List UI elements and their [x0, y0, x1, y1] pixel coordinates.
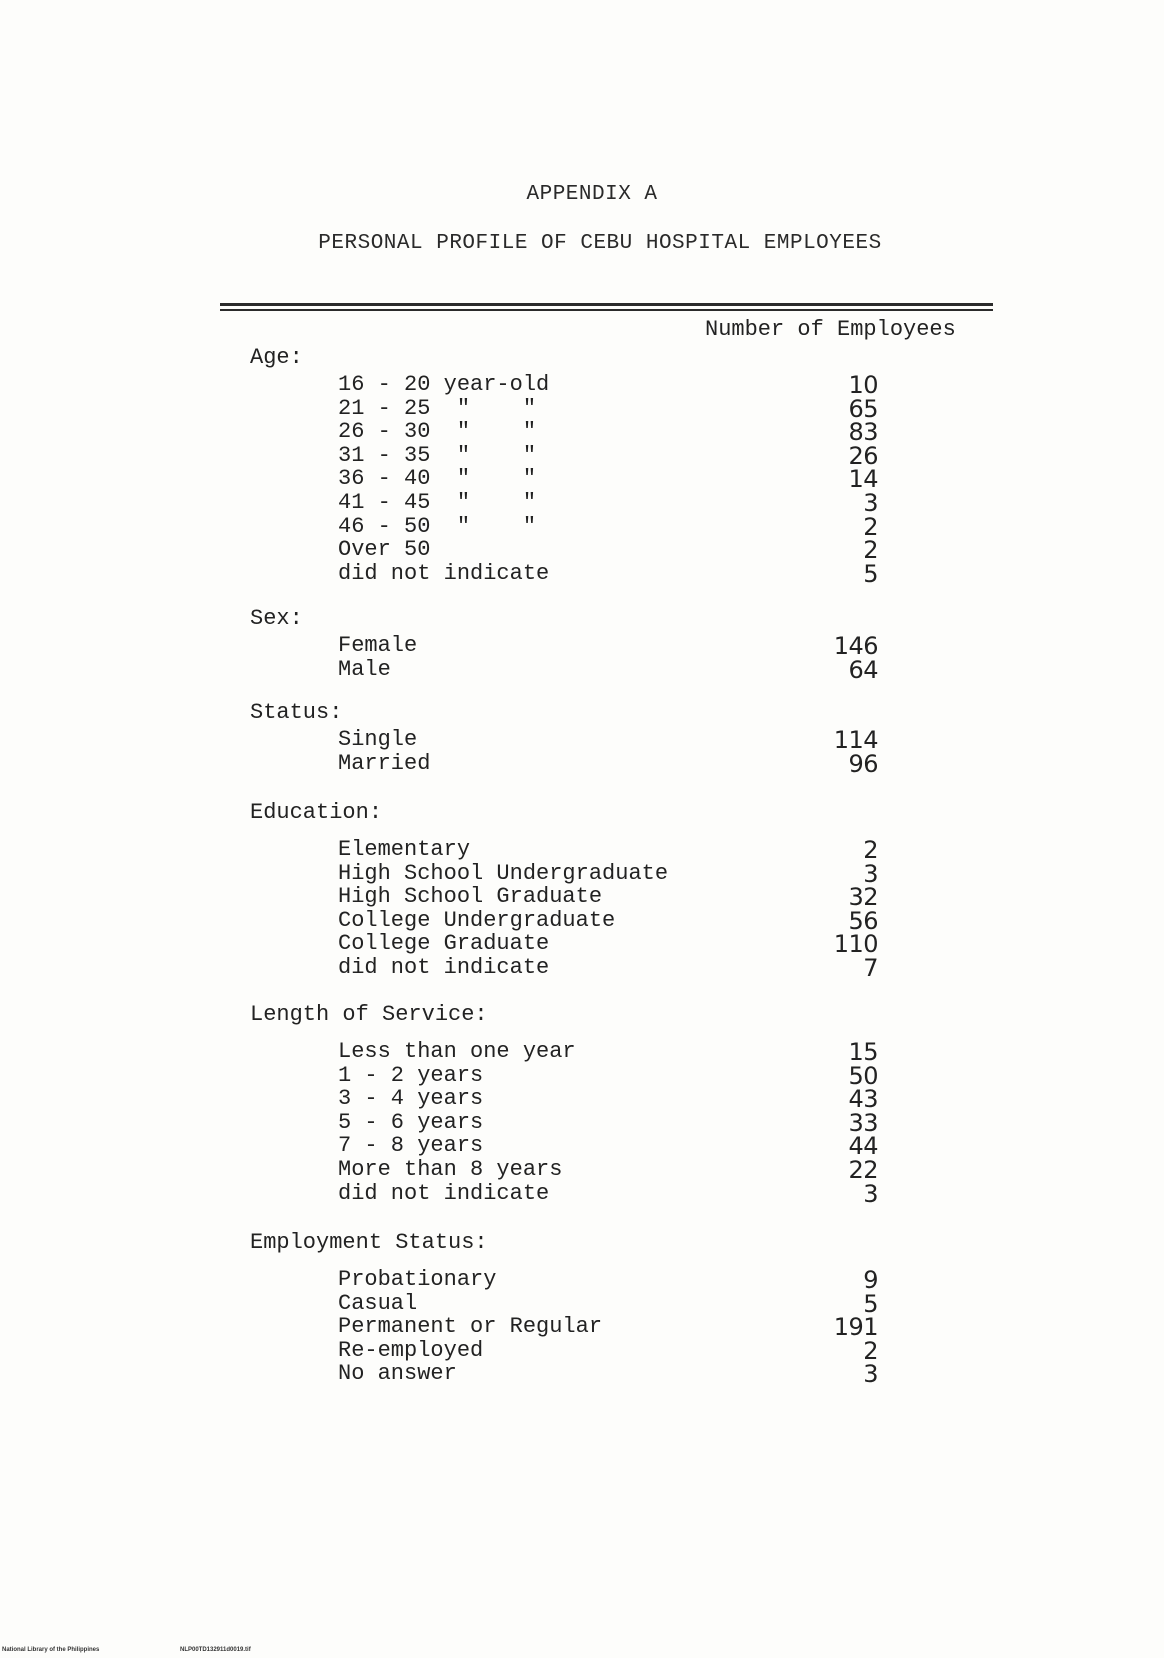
row-value: 146 [833, 632, 878, 660]
table-row [0, 1134, 1164, 1158]
table-row [0, 634, 1164, 658]
row-value: 2 [863, 1337, 878, 1365]
row-label: High School Graduate [338, 884, 603, 909]
row-label: Permanent or Regular [338, 1314, 603, 1339]
row-value: 3 [863, 860, 878, 888]
row-label: 16 - 20 year-old [338, 372, 550, 397]
appendix-title: APPENDIX A [526, 183, 658, 206]
table-top-rule [220, 303, 993, 306]
table-row [0, 1339, 1164, 1363]
row-label: Probationary [338, 1267, 497, 1292]
row-value: 2 [863, 836, 878, 864]
table-row [0, 932, 1164, 956]
table-row [0, 373, 1164, 397]
table-row [0, 658, 1164, 682]
table-row [0, 420, 1164, 444]
row-label: Male [338, 657, 391, 682]
table-row [0, 1158, 1164, 1182]
row-value: 15 [848, 1038, 878, 1066]
row-label: did not indicate [338, 955, 550, 980]
row-label: 1 - 2 years [338, 1063, 484, 1088]
section-title: Employment Status: [250, 1230, 488, 1255]
row-value: 5 [863, 1290, 878, 1318]
row-label: did not indicate [338, 561, 550, 586]
row-value: 50 [848, 1062, 878, 1090]
row-value: 26 [848, 442, 878, 470]
table-row [0, 562, 1164, 586]
table-row [0, 885, 1164, 909]
row-value: 96 [848, 750, 878, 778]
table-row [0, 444, 1164, 468]
table-row [0, 1292, 1164, 1316]
row-value: 32 [848, 883, 878, 911]
row-label: did not indicate [338, 1181, 550, 1206]
row-label: Re-employed [338, 1338, 484, 1363]
row-label: Female [338, 633, 418, 658]
row-label: 21 - 25 " " [338, 396, 537, 421]
row-value: 9 [863, 1266, 878, 1294]
footer-file-name: NLP00TD132911d0019.tif [180, 1647, 251, 1653]
table-row [0, 909, 1164, 933]
table-row [0, 1315, 1164, 1339]
row-value: 3 [863, 489, 878, 517]
row-label: High School Undergraduate [338, 861, 669, 886]
section-title: Age: [250, 345, 303, 370]
table-row [0, 862, 1164, 886]
table-row [0, 752, 1164, 776]
row-label: Married [338, 751, 431, 776]
table-row [0, 538, 1164, 562]
row-value: 65 [848, 395, 878, 423]
row-label: 46 - 50 " " [338, 514, 537, 539]
row-value: 83 [848, 418, 878, 446]
row-label: 41 - 45 " " [338, 490, 537, 515]
row-value: 7 [863, 954, 878, 982]
row-value: 3 [863, 1360, 878, 1388]
row-label: 7 - 8 years [338, 1133, 484, 1158]
table-row [0, 491, 1164, 515]
footer-library-credit: National Library of the Philippines [2, 1647, 100, 1653]
section-title: Length of Service: [250, 1002, 488, 1027]
table-row [0, 515, 1164, 539]
section-title: Education: [250, 800, 383, 825]
row-label: 3 - 4 years [338, 1086, 484, 1111]
row-value: 33 [848, 1109, 878, 1137]
table-row [0, 397, 1164, 421]
row-value: 43 [848, 1085, 878, 1113]
row-value: 64 [848, 656, 878, 684]
row-label: More than 8 years [338, 1157, 563, 1182]
row-value: 191 [833, 1313, 878, 1341]
table-row [0, 956, 1164, 980]
table-row [0, 1064, 1164, 1088]
table-row [0, 838, 1164, 862]
row-label: 5 - 6 years [338, 1110, 484, 1135]
row-label: 36 - 40 " " [338, 466, 537, 491]
table-row [0, 1362, 1164, 1386]
row-label: College Undergraduate [338, 908, 616, 933]
row-label: Less than one year [338, 1039, 576, 1064]
row-value: 44 [848, 1132, 878, 1160]
row-label: 31 - 35 " " [338, 443, 537, 468]
row-label: 26 - 30 " " [338, 419, 537, 444]
table-row [0, 1268, 1164, 1292]
row-value: 110 [833, 930, 878, 958]
table-row [0, 1111, 1164, 1135]
row-value: 22 [848, 1156, 878, 1184]
row-value: 3 [863, 1180, 878, 1208]
table-row [0, 1087, 1164, 1111]
row-value: 2 [863, 536, 878, 564]
column-header-number-of-employees: Number of Employees [705, 317, 956, 342]
section-title: Sex: [250, 606, 303, 631]
row-value: 14 [848, 465, 878, 493]
row-label: College Graduate [338, 931, 550, 956]
table-row [0, 1040, 1164, 1064]
section-title: Status: [250, 700, 343, 725]
table-top-rule-second [220, 309, 993, 311]
page-title: PERSONAL PROFILE OF CEBU HOSPITAL EMPLOYEES [318, 232, 882, 255]
table-row [0, 728, 1164, 752]
row-label: Single [338, 727, 418, 752]
table-row [0, 1182, 1164, 1206]
row-value: 5 [863, 560, 878, 588]
row-label: Casual [338, 1291, 418, 1316]
row-value: 114 [833, 726, 878, 754]
row-label: No answer [338, 1361, 457, 1386]
row-value: 2 [863, 513, 878, 541]
table-row [0, 467, 1164, 491]
row-label: Over 50 [338, 537, 431, 562]
row-label: Elementary [338, 837, 471, 862]
row-value: 56 [848, 907, 878, 935]
row-value: 10 [848, 371, 878, 399]
